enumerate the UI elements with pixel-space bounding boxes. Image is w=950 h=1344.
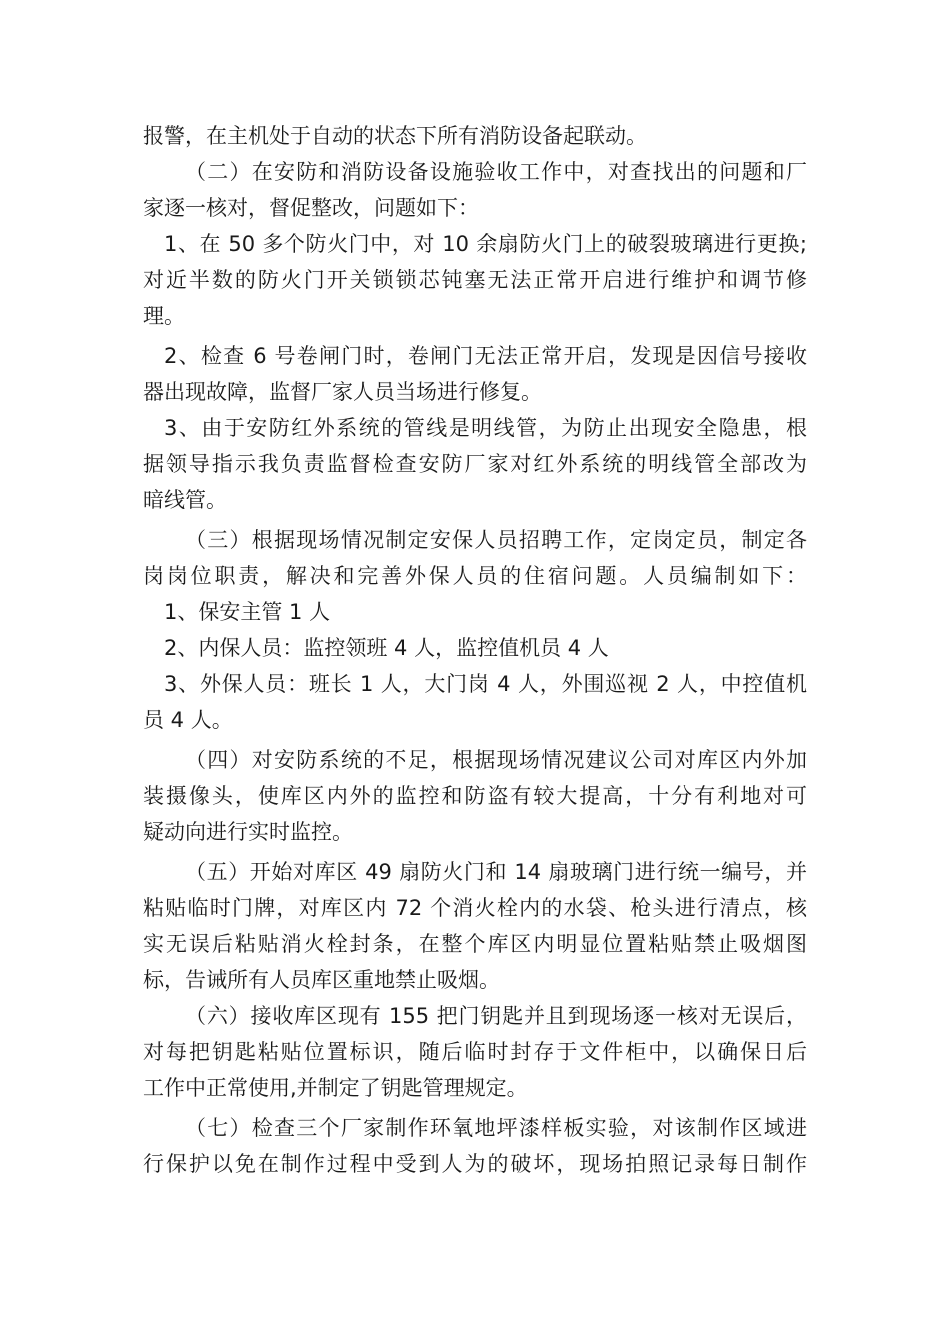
- text-line: 据领导指示我负责监督检查安防厂家对红外系统的明线管全部改为: [143, 452, 807, 476]
- text-line: 员 4 人。: [143, 708, 233, 732]
- text-line: 实无误后粘贴消火栓封条，在整个库区内明显位置粘贴禁止吸烟图: [143, 932, 807, 956]
- text-line: 对每把钥匙粘贴位置标识，随后临时封存于文件柜中，以确保日后: [143, 1040, 807, 1064]
- text-line: 1、在 50 多个防火门中，对 10 余扇防火门上的破裂玻璃进行更换;: [164, 232, 807, 256]
- text-line: 粘贴临时门牌，对库区内 72 个消火栓内的水袋、枪头进行清点，核: [143, 896, 807, 920]
- text-line: 3、由于安防红外系统的管线是明线管，为防止出现安全隐患，根: [164, 416, 807, 440]
- text-line: 2、检查 6 号卷闸门时，卷闸门无法正常开启，发现是因信号接收: [164, 344, 807, 368]
- text-line: 理。: [143, 304, 185, 328]
- text-line: 疑动向进行实时监控。: [143, 820, 353, 844]
- text-line: 2、内保人员：监控领班 4 人，监控值机员 4 人: [164, 636, 609, 660]
- text-line: 1、保安主管 1 人: [164, 600, 331, 624]
- text-line: （七）检查三个厂家制作环氧地坪漆样板实验，对该制作区域进: [185, 1116, 807, 1140]
- text-line: （四）对安防系统的不足，根据现场情况建议公司对库区内外加: [185, 748, 807, 772]
- text-line: 岗岗位职责，解决和完善外保人员的住宿问题。人员编制如下：: [143, 564, 807, 588]
- text-line: 家逐一核对，督促整改，问题如下：: [143, 196, 479, 220]
- text-line: 器出现故障，监督厂家人员当场进行修复。: [143, 380, 542, 404]
- text-line: 暗线管。: [143, 488, 227, 512]
- text-line: 工作中正常使用,并制定了钥匙管理规定。: [143, 1076, 528, 1100]
- text-line: 标，告诫所有人员库区重地禁止吸烟。: [143, 968, 500, 992]
- text-line: （六）接收库区现有 155 把门钥匙并且到现场逐一核对无误后，: [185, 1004, 807, 1028]
- text-line: （二）在安防和消防设备设施验收工作中，对查找出的问题和厂: [185, 160, 807, 184]
- text-line: （五）开始对库区 49 扇防火门和 14 扇玻璃门进行统一编号，并: [185, 860, 807, 884]
- text-line: 报警，在主机处于自动的状态下所有消防设备起联动。: [143, 124, 647, 148]
- text-line: （三）根据现场情况制定安保人员招聘工作，定岗定员，制定各: [185, 528, 807, 552]
- text-line: 装摄像头，使库区内外的监控和防盗有较大提高，十分有利地对可: [143, 784, 807, 808]
- text-line: 行保护以免在制作过程中受到人为的破坏，现场拍照记录每日制作: [143, 1152, 807, 1176]
- text-line: 对近半数的防火门开关锁锁芯钝塞无法正常开启进行维护和调节修: [143, 268, 807, 292]
- text-line: 3、外保人员：班长 1 人，大门岗 4 人，外围巡视 2 人，中控值机: [164, 672, 807, 696]
- document-body: [143, 118, 807, 1182]
